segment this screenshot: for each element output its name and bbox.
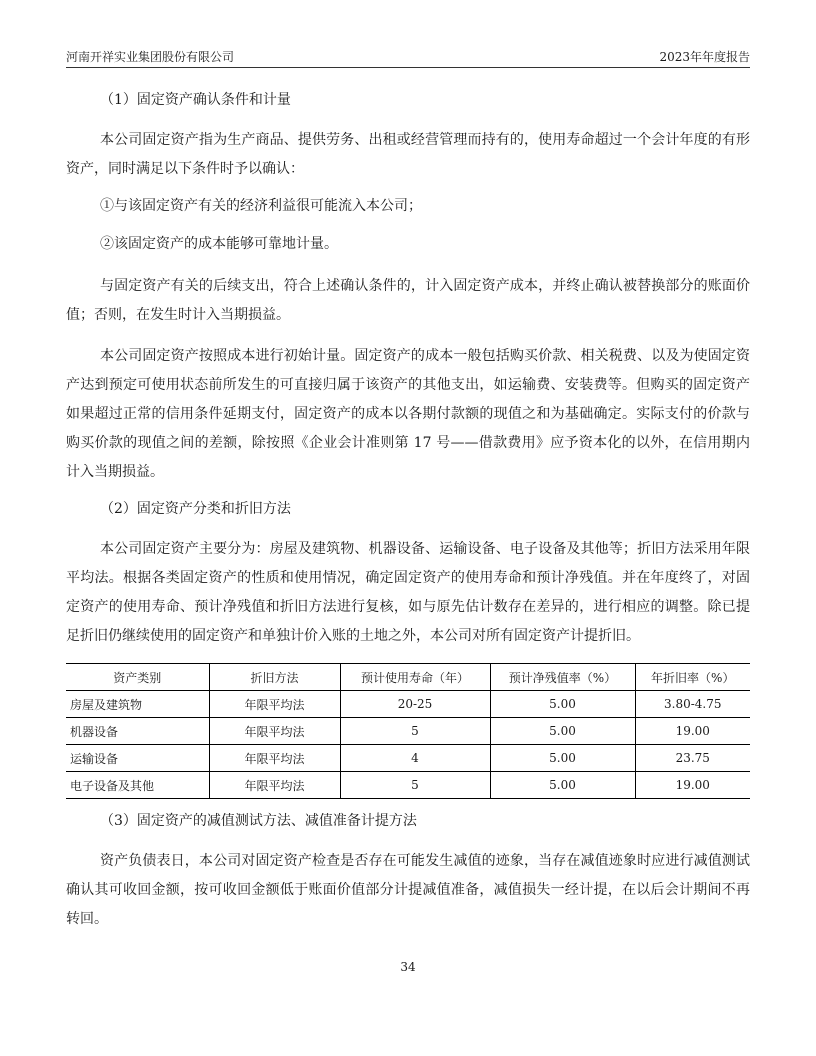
initial-measurement-paragraph: 本公司固定资产按照成本进行初始计量。固定资产的成本一般包括购买价款、相关税费、以及为使固定资产达到预定可使用状态前所发生的可直接归属于该资产的其他支出，如运输费、安装费等。但购买的固定资产如果超过正常的信用条件延期支付，固定资产的成本以各期付款额的现值之和为基础确定。实际支付的价款与购买价款的现值之间的差额，除按照《企业会计准则第 17 号——借款费用》应予资本化的以外，在信用期内计入当期损益。 — [66, 348, 750, 480]
table-cell: 电子设备及其他 — [66, 772, 209, 799]
table-cell: 19.00 — [635, 718, 750, 745]
table-cell: 19.00 — [635, 772, 750, 799]
subsequent-expense-paragraph: 与固定资产有关的后续支出，符合上述确认条件的，计入固定资产成本，并终止确认被替换部分的账面价值；否则，在发生时计入当期损益。 — [66, 278, 750, 323]
table-cell: 5 — [340, 772, 490, 799]
section3-paragraph: 资产负债表日，本公司对固定资产检查是否存在可能发生减值的迹象，当存在减值迹象时应进行减值测试确认其可收回金额，按可收回金额低于账面价值部分计提减值准备，减值损失一经计提，在以后会计期间不再转回。 — [66, 853, 750, 927]
table-cell: 5 — [340, 718, 490, 745]
table-cell: 5.00 — [490, 745, 635, 772]
condition-1: ①与该固定资产有关的经济利益很可能流入本公司； — [100, 198, 422, 214]
condition-2: ②该固定资产的成本能够可靠地计量。 — [100, 236, 338, 252]
table-cell: 23.75 — [635, 745, 750, 772]
table-cell: 4 — [340, 745, 490, 772]
depreciation-table — [66, 663, 750, 799]
table-header-cell: 年折旧率（%） — [635, 664, 750, 691]
table-cell: 5.00 — [490, 691, 635, 718]
table-cell: 机器设备 — [66, 718, 209, 745]
section3-title: （3）固定资产的减值测试方法、减值准备计提方法 — [100, 813, 417, 829]
section2-paragraph: 本公司固定资产主要分为：房屋及建筑物、机器设备、运输设备、电子设备及其他等；折旧方法采用年限平均法。根据各类固定资产的性质和使用情况，确定固定资产的使用寿命和预计净残值。并在年度终了，对固定资产的使用寿命、预计净残值和折旧方法进行复核，如与原先估计数存在差异的，进行相应的调整。除已提足折旧仍继续使用的固定资产和单独计价入账的土地之外，本公司对所有固定资产计提折旧。 — [66, 541, 750, 644]
table-cell: 房屋及建筑物 — [66, 691, 209, 718]
table-header-row — [66, 664, 750, 691]
table-row — [66, 718, 750, 745]
table-cell: 运输设备 — [66, 745, 209, 772]
section2-title: （2）固定资产分类和折旧方法 — [100, 501, 291, 517]
section1-title: （1）固定资产确认条件和计量 — [100, 92, 291, 108]
table-row — [66, 691, 750, 718]
table-cell: 3.80-4.75 — [635, 691, 750, 718]
table-cell: 年限平均法 — [209, 691, 340, 718]
table-header-cell: 预计使用寿命（年） — [340, 664, 490, 691]
table-cell: 5.00 — [490, 772, 635, 799]
table-cell: 5.00 — [490, 718, 635, 745]
header-company: 河南开祥实业集团股份有限公司 — [66, 50, 235, 64]
table-header-cell: 折旧方法 — [209, 664, 340, 691]
page-header — [66, 47, 750, 68]
table-cell: 年限平均法 — [209, 772, 340, 799]
table-row — [66, 772, 750, 799]
header-report-title: 2023年年度报告 — [659, 50, 750, 64]
table-header-cell: 预计净残值率（%） — [490, 664, 635, 691]
table-row — [66, 745, 750, 772]
page-number: 34 — [400, 960, 416, 974]
section1-intro: 本公司固定资产指为生产商品、提供劳务、出租或经营管理而持有的，使用寿命超过一个会计年度的有形资产，同时满足以下条件时予以确认： — [66, 132, 750, 177]
table-cell: 年限平均法 — [209, 718, 340, 745]
table-cell: 20-25 — [340, 691, 490, 718]
table-cell: 年限平均法 — [209, 745, 340, 772]
table-header-cell: 资产类别 — [66, 664, 209, 691]
page-content — [66, 90, 750, 946]
